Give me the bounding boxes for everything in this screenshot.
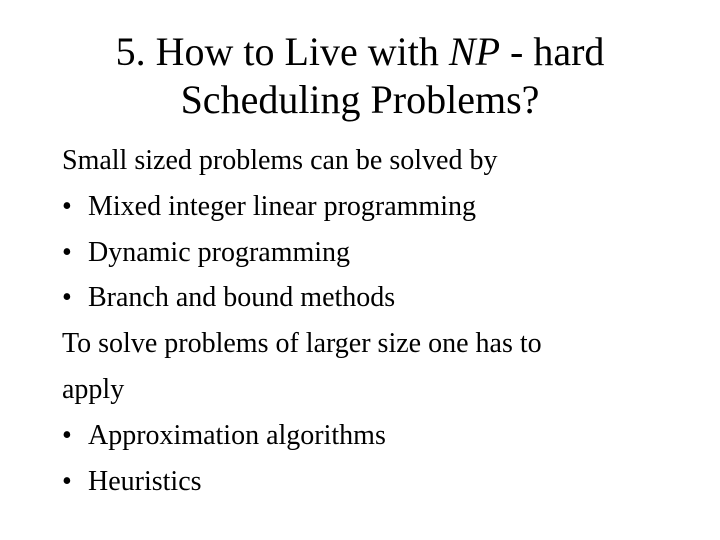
list-item-text: Dynamic programming (88, 236, 351, 268)
slide-body (62, 138, 682, 504)
list-item (62, 459, 682, 505)
list-item-text: Heuristics (88, 465, 202, 497)
bullet-icon: • (62, 282, 72, 314)
title-prefix: 5. How to Live with (115, 29, 449, 74)
title-line-2: Scheduling Problems? (180, 77, 540, 122)
intro-larger-problems-line-2: apply (62, 373, 125, 405)
intro-small-problems: Small sized problems can be solved by (62, 145, 498, 176)
slide-title (20, 28, 700, 124)
list-item (62, 184, 682, 230)
intro-larger-problems-line-1: To solve problems of larger size one has to (62, 328, 542, 360)
list-item (62, 413, 682, 459)
title-line-1 (20, 28, 700, 76)
title-np-italic: NP (448, 29, 501, 74)
list-item-text: Approximation algorithms (88, 419, 386, 451)
bullet-icon: • (62, 465, 72, 497)
list-item-text: Mixed integer linear programming (88, 190, 476, 222)
bullet-icon: • (62, 190, 72, 222)
list-item (62, 275, 682, 321)
title-suffix: - hard (500, 29, 605, 74)
list-item-text: Branch and bound methods (88, 282, 396, 314)
list-item (62, 230, 682, 276)
bullet-icon: • (62, 236, 72, 268)
bullet-icon: • (62, 419, 72, 451)
